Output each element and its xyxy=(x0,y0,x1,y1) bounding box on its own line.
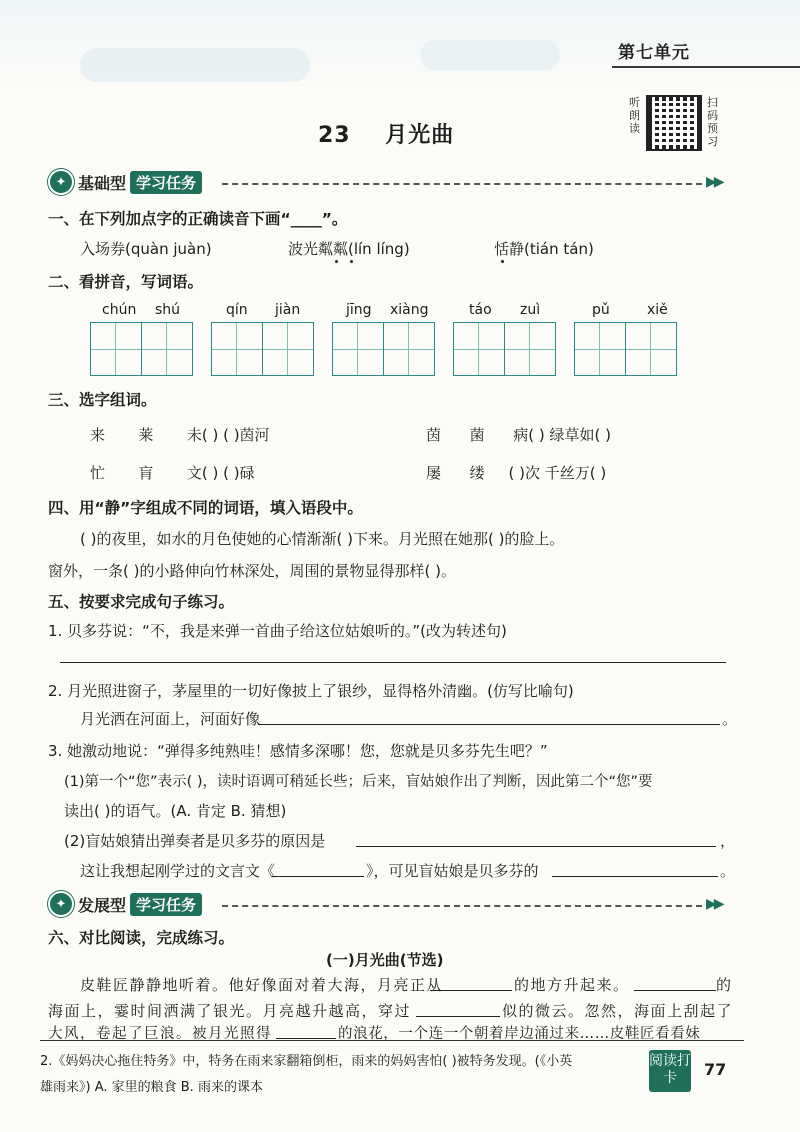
pinyin: xiě xyxy=(647,302,668,318)
footer-question: 2.《妈妈决心拖住特务》中，特务在雨来家翻箱倒柜，雨来的妈妈害怕( )被特务发现。(《小英 xyxy=(40,1054,573,1069)
q1-item-1: 入场券(quàn juàn) xyxy=(80,240,212,258)
double-arrow-icon: ▶▶ xyxy=(706,896,722,912)
section-basic-tag xyxy=(48,170,202,194)
lightbulb-icon: ✦ xyxy=(48,891,74,917)
q5-s1: 1. 贝多芬说：“不，我是来弹一首曲子给这位姑娘听的。”(改为转述句) xyxy=(48,622,507,640)
watermark-shape xyxy=(80,48,310,82)
q5-s2-prompt: 月光洒在河面上，河面好像 xyxy=(80,710,261,728)
q1-item-2: 波光粼粼(lín líng) xyxy=(288,240,410,258)
divider xyxy=(222,905,702,907)
pinyin: zuì xyxy=(520,302,541,318)
q5-s3-2a: (2)盲姑娘猜出弹奏者是贝多芬的原因是 xyxy=(64,832,326,850)
passage-line-2b: 似的微云。忽然，海面上刮起了 xyxy=(502,1002,734,1020)
q4-line-2: 窗外，一条( )的小路伸向竹林深处，周围的景物显得那样( )。 xyxy=(48,562,456,580)
answer-line[interactable] xyxy=(416,1016,500,1017)
section-basic-label-a: 基础型 xyxy=(78,173,127,193)
watermark-shape xyxy=(420,40,560,70)
q3-row1b: 茵 菌 病( ) 绿草如( ) xyxy=(426,426,611,444)
qr-caption-right: 扫码预习 xyxy=(707,96,718,148)
passage-line-1a: 皮鞋匠静静地听着。他好像面对着大海，月亮正从 xyxy=(80,976,444,994)
double-arrow-icon: ▶▶ xyxy=(706,174,722,190)
passage-line-3a: 大风，卷起了巨浪。被月光照得 xyxy=(48,1026,272,1042)
q5-s3-2b: 这让我想起刚学过的文言文《 xyxy=(80,862,276,880)
pinyin: pǔ xyxy=(592,302,610,318)
q4-line-1: ( )的夜里，如水的月色使她的心情渐渐( )下来。月光照在她那( )的脸上。 xyxy=(80,530,565,548)
passage-line-2a: 海面上，霎时间洒满了银光。月亮越升越高，穿过 xyxy=(48,1002,412,1020)
lesson-number: 23 xyxy=(318,123,351,148)
q3-row2b: 屡 缕 ( )次 千丝万( ) xyxy=(426,464,607,482)
answer-line[interactable] xyxy=(60,662,726,663)
q4-heading: 四、用“静”字组成不同的词语，填入语段中。 xyxy=(48,499,363,517)
q5-s2: 2. 月光照进窗子，茅屋里的一切好像披上了银纱，显得格外清幽。(仿写比喻句) xyxy=(48,682,574,700)
q2-heading: 二、看拼音，写词语。 xyxy=(48,273,204,291)
answer-line[interactable] xyxy=(272,876,364,877)
section-basic-label-b: 学习任务 xyxy=(130,171,202,194)
qr-code-icon[interactable] xyxy=(646,95,702,151)
qr-caption-left: 听朗读 xyxy=(629,96,640,135)
q6-heading: 六、对比阅读，完成练习。 xyxy=(48,929,235,947)
answer-line[interactable] xyxy=(276,1038,336,1039)
q5-s3-2b-end: 。 xyxy=(720,862,736,880)
passage-line-1b: 的地方升起来。 xyxy=(514,976,630,994)
footer-options: 雄雨来》) A. 家里的粮食 B. 雨来的课本 xyxy=(40,1080,263,1095)
answer-line[interactable] xyxy=(634,990,716,991)
section-dev-tag xyxy=(48,892,202,916)
section-dev-label-a: 发展型 xyxy=(78,895,127,915)
footer-divider xyxy=(40,1040,744,1041)
pinyin: jīng xyxy=(346,302,372,318)
pinyin: qín xyxy=(226,302,248,318)
section-dev-label-b: 学习任务 xyxy=(130,893,202,916)
q5-heading: 五、按要求完成句子练习。 xyxy=(48,593,235,611)
passage-line-3b: 的浪花，一个连一个朝着岸边涌过来……皮鞋匠看看妹 xyxy=(338,1026,701,1042)
emphasis-dot xyxy=(335,260,338,263)
emphasis-dot xyxy=(350,260,353,263)
q3-row1a: 来 莱 未( ) ( )茵河 xyxy=(90,426,270,444)
pinyin: jiàn xyxy=(275,302,301,318)
q5-s3-1b: 读出( )的语气。(A. 肯定 B. 猜想) xyxy=(64,802,287,820)
unit-underline xyxy=(612,66,800,68)
pinyin: xiàng xyxy=(390,302,429,318)
pinyin: táo xyxy=(469,302,492,318)
q5-s3: 3. 她激动地说：“弹得多纯熟哇！感情多深哪！您，您就是贝多芬先生吧？” xyxy=(48,742,548,760)
q1-heading: 一、在下列加点字的正确读音下画“____”。 xyxy=(48,210,348,228)
passage-line-1c: 的 xyxy=(716,976,733,994)
q1-item-3: 恬静(tián tán) xyxy=(494,240,594,258)
q3-row2a: 忙 肓 文( ) ( )碌 xyxy=(90,464,255,482)
answer-line[interactable] xyxy=(552,876,718,877)
q5-s3-2a-comma: ， xyxy=(720,832,736,850)
pinyin: chún xyxy=(102,302,137,318)
writing-grid[interactable] xyxy=(453,322,556,376)
q3-heading: 三、选字组词。 xyxy=(48,391,157,409)
writing-grid[interactable] xyxy=(574,322,677,376)
emphasis-dot xyxy=(501,260,504,263)
q5-s3-1a: (1)第一个“您”表示( )，读时语调可稍延长些；后来，盲姑娘作出了判断，因此第二个“您”要 xyxy=(64,774,653,790)
page-number: 77 xyxy=(704,1060,727,1079)
writing-grid[interactable] xyxy=(332,322,435,376)
lesson-title xyxy=(318,118,454,149)
lesson-name: 月光曲 xyxy=(385,123,455,148)
writing-grid[interactable] xyxy=(211,322,314,376)
passage-title: (一)月光曲(节选) xyxy=(326,951,444,969)
divider xyxy=(222,183,702,185)
q5-s2-period: 。 xyxy=(722,710,738,728)
unit-label: 第七单元 xyxy=(618,43,690,63)
lightbulb-icon: ✦ xyxy=(48,169,74,195)
writing-grid[interactable] xyxy=(90,322,193,376)
answer-line[interactable] xyxy=(430,990,512,991)
answer-line[interactable] xyxy=(258,724,720,725)
reading-checkin-badge[interactable]: 阅读打卡 xyxy=(649,1050,691,1092)
pinyin: shú xyxy=(155,302,181,318)
q5-s3-2b-mid: 》，可见盲姑娘是贝多芬的 xyxy=(366,862,539,880)
answer-line[interactable] xyxy=(356,846,716,847)
